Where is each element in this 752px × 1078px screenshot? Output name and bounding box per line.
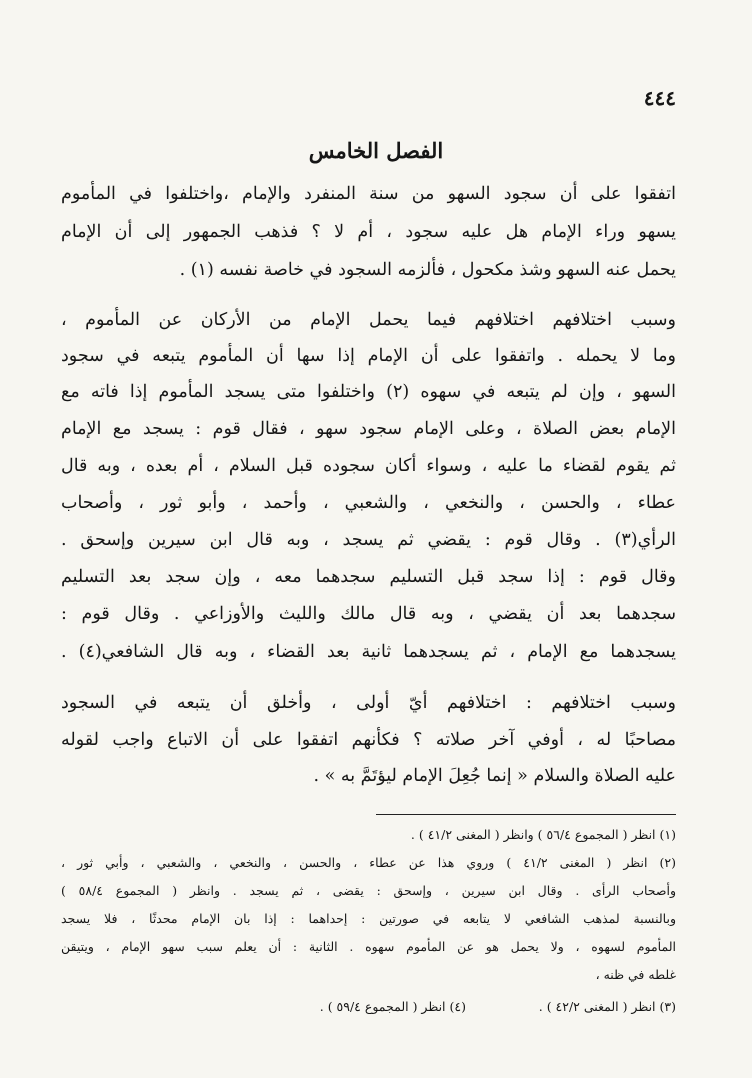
footnote-2-line-1: (٢) انظر ( المغنى ٤١/٢ ) وروي هذا عن عطاء ، والحسن ، والنخعي ، والشعبي ، وأبي ثور ، [61,855,676,870]
footnote-divider [376,814,676,815]
paragraph-3-line-3: عليه الصلاة والسلام « إنما جُعِلَ الإمام ليؤتَمَّ به » . [313,766,676,786]
paragraph-2-line-3: السهو ، وإن لم يتبعه في سهوه (٢) واختلفوا متى يسجد المأموم إذا فاته مع [61,382,676,402]
footnote-2-line-2: وأصحاب الرأى . وقال ابن سيرين ، وإسحق : يقضى ، ثم يسجد . وانظر ( المجموع ٥٨/٤ ) [61,883,676,898]
paragraph-1-line-1: اتفقوا على أن سجود السهو من سنة المنفرد والإمام ،واختلفوا في المأموم [61,184,676,204]
footnote-2-line-3: وبالنسبة لمذهب الشافعي لا يتابعه في صورتين : إحداهما : إذا بان الإمام محدثًا ، فلا يسجد [61,911,676,926]
chapter-title: الفصل الخامس [308,138,444,163]
paragraph-3-line-2: مصاحبًا له ، أوفي آخر صلاته ؟ فكأنهم اتفقوا على أن الاتباع واجب لقوله [61,730,676,750]
paragraph-2-line-9: سجدهما بعد أن يقضي ، وبه قال مالك والليث والأوزاعي . وقال قوم : [61,604,676,624]
paragraph-2-line-4: الإمام بعض الصلاة ، وعلى الإمام سجود سهو ، فقال قوم : يسجد مع الإمام [61,419,676,439]
footnote-4: (٤) انظر ( المجموع ٥٩/٤ ) . [319,999,466,1014]
footnote-2-line-5: غلطه في ظنه ، [595,967,676,982]
paragraph-2-line-1: وسبب اختلافهم اختلافهم فيما يحمل الإمام من الأركان عن المأموم ، [61,310,676,330]
paragraph-1-line-2: يسهو وراء الإمام هل عليه سجود ، أم لا ؟ فذهب الجمهور إلى أن الإمام [61,222,676,242]
footnotes-3-4 [61,996,676,1020]
footnote-2-line-4: المأموم لسهوه ، ولا يحمل هو عن المأموم سهوه . الثانية : أن يعلم سبب سهو الإمام ، ويتيقن [61,939,676,954]
page-number: ٤٤٤ [643,86,676,110]
paragraph-2-line-7: الرأي(٣) . وقال قوم : يقضي ثم يسجد ، وبه قال ابن سيرين وإسحق . [61,530,676,550]
footnote-3: (٣) انظر ( المغنى ٤٢/٢ ) . [538,999,676,1014]
paragraph-1-line-3: يحمل عنه السهو وشذ مكحول ، فألزمه السجود في خاصة نفسه (١) . [179,260,676,280]
paragraph-2-line-2: وما لا يحمله . واتفقوا على أن الإمام إذا سها أن المأموم يتبعه في سجود [61,346,676,366]
footnote-1: (١) انظر ( المجموع ٥٦/٤ ) وانظر ( المغنى ٤١/٢ ) . [410,827,676,842]
paragraph-2-line-5: ثم يقوم لقضاء ما عليه ، وسواء أكان سجوده قبل السلام ، أم بعده ، وبه قال [61,456,676,476]
paragraph-2-line-6: عطاء ، والحسن ، والنخعي ، والشعبي ، وأحمد ، وأبو ثور ، وأصحاب [61,493,676,513]
paragraph-2-line-8: وقال قوم : إذا سجد قبل التسليم سجدهما معه ، وإن سجد بعد التسليم [61,567,676,587]
paragraph-2-line-10: يسجدهما مع الإمام ، ثم يسجدهما ثانية بعد القضاء ، وبه قال الشافعي(٤) . [61,642,676,662]
paragraph-3-line-1: وسبب اختلافهم : اختلافهم أيّ أولى ، وأخلق أن يتبعه في السجود [61,693,676,713]
